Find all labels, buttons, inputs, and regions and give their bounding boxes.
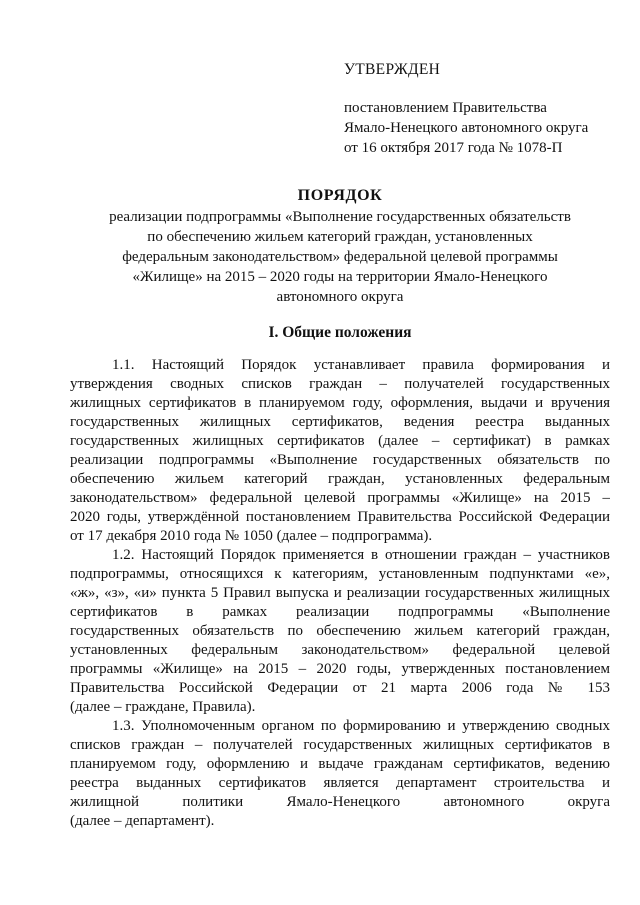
paragraph-line: жилищных сертификатов в планируемом году, оформления, выдачи и вручения bbox=[70, 395, 610, 411]
paragraph-line: реестра выданных сертификатов является департамент строительства и bbox=[70, 775, 610, 791]
paragraph-1-1 bbox=[70, 356, 610, 546]
document-subtitle-line: автономного округа bbox=[276, 289, 404, 305]
document-subtitle-line: федеральным законодательством» федеральной целевой программы bbox=[122, 249, 558, 265]
document-subtitle-line: по обеспечению жильем категорий граждан, установленных bbox=[147, 229, 533, 245]
approval-line: постановлением Правительства bbox=[344, 100, 547, 116]
paragraph-line: законодательством» федеральной целевой программы «Жилище» на 2015 – bbox=[70, 490, 610, 506]
paragraph-line: установленных федеральным законодательством» федеральной целевой bbox=[70, 642, 610, 658]
paragraph-line: утверждения сводных списков граждан – получателей государственных bbox=[70, 376, 610, 392]
paragraph-line: (далее – департамент). bbox=[70, 813, 215, 829]
paragraph-line: реализации подпрограммы «Выполнение государственных обязательств по bbox=[70, 452, 610, 468]
document-subtitle-line: «Жилище» на 2015 – 2020 годы на территории Ямало-Ненецкого bbox=[132, 269, 548, 285]
document-subtitle-line: реализации подпрограммы «Выполнение государственных обязательств bbox=[109, 209, 571, 225]
document-heading: ПОРЯДОК bbox=[297, 187, 383, 204]
paragraph-line: подпрограммы, относящихся к категориям, установленным подпунктами «е», bbox=[70, 566, 610, 582]
paragraph-line: списков граждан – получателей государственных жилищных сертификатов в bbox=[70, 737, 610, 753]
document-title-block bbox=[70, 185, 610, 307]
approval-line: от 16 октября 2017 года № 1078-П bbox=[344, 140, 563, 156]
paragraph-line: государственных жилищных сертификатов, ведения реестра выданных bbox=[70, 414, 610, 430]
paragraph-line: 1.1. Настоящий Порядок устанавливает правила формирования и bbox=[112, 357, 610, 373]
approval-title: УТВЕРЖДЕН bbox=[344, 61, 441, 78]
paragraph-line: государственных обязательств по обеспечению жильем категорий граждан, bbox=[70, 623, 610, 639]
paragraph-1-3 bbox=[70, 717, 610, 831]
paragraph-line: «ж», «з», «и» пункта 5 Правил выпуска и реализации государственных жилищных bbox=[70, 585, 610, 601]
paragraph-line: программы «Жилище» на 2015 – 2020 годы, утвержденных постановлением bbox=[70, 661, 610, 677]
paragraph-line: 1.2. Настоящий Порядок применяется в отношении граждан – участников bbox=[112, 547, 610, 563]
paragraph-line: 2020 годы, утверждённой постановлением Правительства Российской Федерации bbox=[70, 509, 610, 525]
paragraph-line: от 17 декабря 2010 года № 1050 (далее – подпрограмма). bbox=[70, 528, 433, 544]
approval-line: Ямало-Ненецкого автономного округа bbox=[344, 120, 589, 136]
paragraph-line: (далее – граждане, Правила). bbox=[70, 699, 256, 715]
approval-stamp bbox=[344, 60, 624, 158]
paragraph-line: жилищной политики Ямало-Ненецкого автономного округа bbox=[70, 794, 610, 810]
paragraph-line: 1.3. Уполномоченным органом по формированию и утверждению сводных bbox=[112, 718, 610, 734]
paragraph-line: государственных жилищных сертификатов (далее – сертификат) в рамках bbox=[70, 433, 610, 449]
document-body bbox=[70, 356, 610, 831]
paragraph-line: обеспечению жильем категорий граждан, установленных федеральным bbox=[70, 471, 610, 487]
paragraph-line: планируемом году, оформлению и выдаче гражданам сертификатов, ведению bbox=[70, 756, 610, 772]
paragraph-line: сертификатов в рамках реализации подпрограммы «Выполнение bbox=[70, 604, 610, 620]
section-heading: I. Общие положения bbox=[268, 324, 412, 341]
paragraph-line: Правительства Российской Федерации от 21 марта 2006 года № 153 bbox=[70, 680, 610, 696]
paragraph-1-2 bbox=[70, 546, 610, 717]
